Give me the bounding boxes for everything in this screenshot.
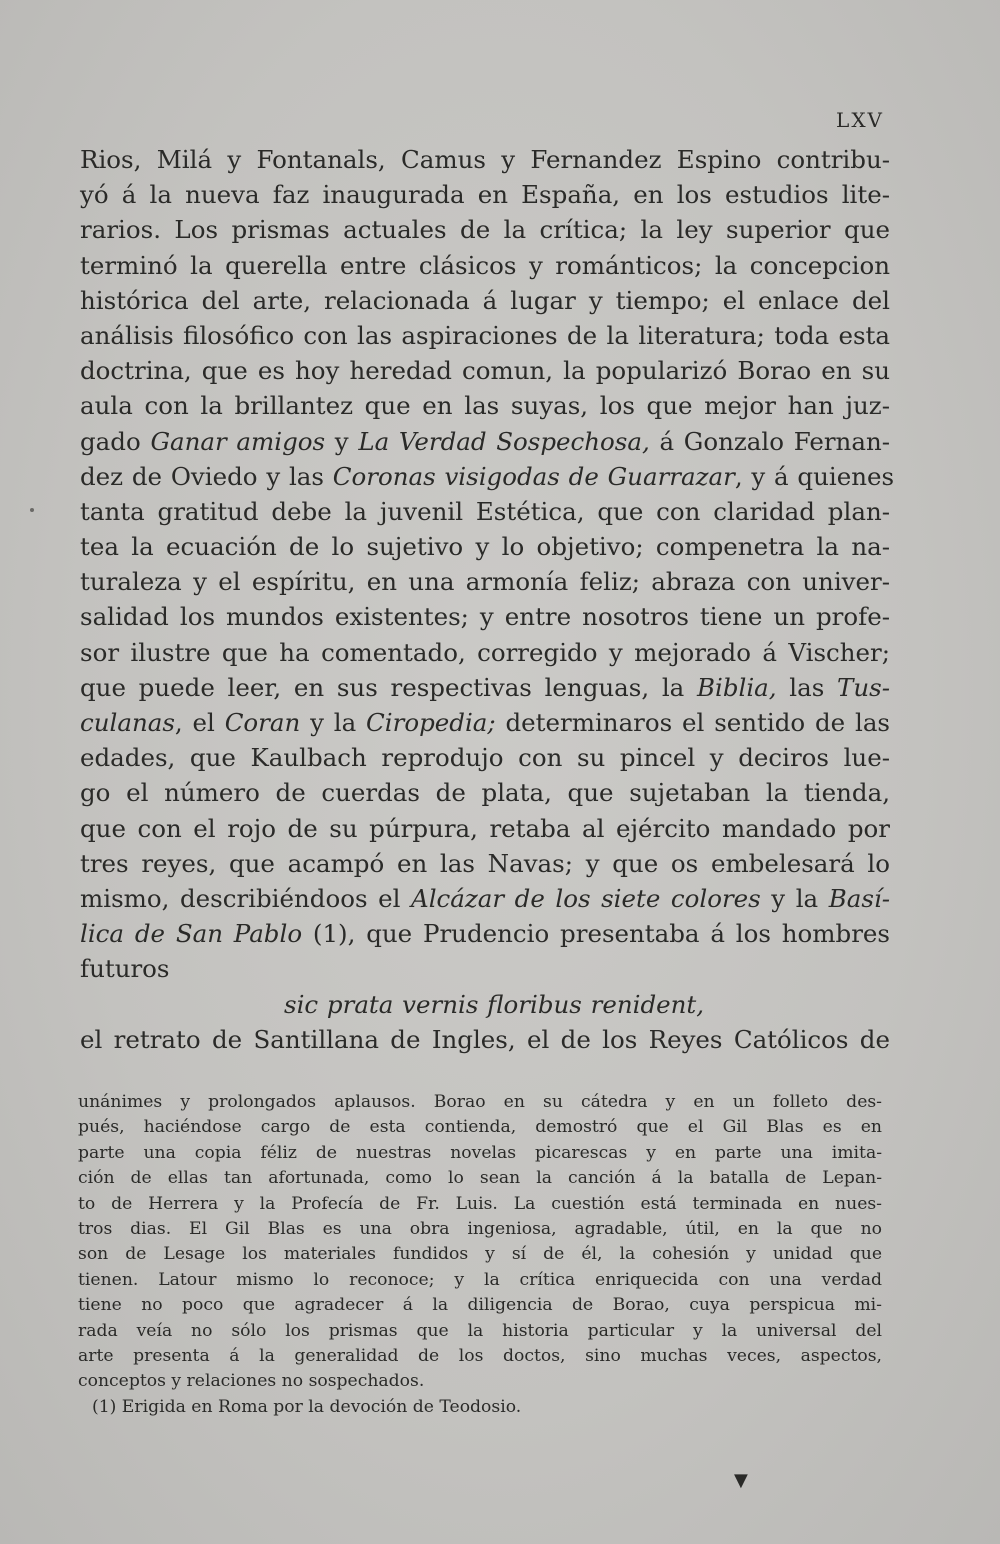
title-italic: Ganar amigos xyxy=(150,426,326,456)
main-line: futuros xyxy=(80,954,170,984)
footnote-line: to de Herrera y la Profecía de Fr. Luis. La cuestión está terminada en nues- xyxy=(78,1193,882,1214)
footnote-line: parte una copia féliz de nuestras novelas picarescas y en parte una imita- xyxy=(78,1142,882,1163)
title-italic: Basí- xyxy=(828,883,891,913)
main-line: que puede leer, en sus respectivas lenguas, la Biblia, las Tus- xyxy=(80,672,890,702)
latin-verse: sic prata vernis floribus renident, xyxy=(284,989,705,1019)
footnote-line: rada veía no sólo los prismas que la historia particular y la universal del xyxy=(78,1320,882,1341)
title-italic: Ciropedia; xyxy=(366,708,496,737)
main-line: rarios. Los prismas actuales de la crítica; la ley superior que xyxy=(80,215,890,245)
title-italic: culanas xyxy=(80,708,175,737)
main-line: doctrina, que es hoy heredad comun, la popularizó Borao en su xyxy=(80,356,890,386)
main-line: análisis filosófico con las aspiraciones de la literatura; toda esta xyxy=(80,320,890,350)
main-line: que con el rojo de su púrpura, retaba al ejército mandado por xyxy=(80,813,890,843)
main-line: lica de San Pablo (1), que Prudencio presentaba á los hombres xyxy=(80,919,890,949)
main-line: gado Ganar amigos y La Verdad Sospechosa, á Gonzalo Fernan- xyxy=(80,426,891,456)
title-italic: Coronas visigodas de Guarrazar xyxy=(332,461,735,491)
main-line: yó á la nueva faz inaugurada en España, en los estudios lite- xyxy=(80,180,890,210)
main-text xyxy=(80,142,895,1057)
main-line: edades, que Kaulbach reprodujo con su pincel y deciros lue- xyxy=(80,743,890,773)
footnote-line: conceptos y relaciones no sospechados. xyxy=(78,1371,425,1392)
footnote-line: tiene no poco que agradecer á la diligencia de Borao, cuya perspicua mi- xyxy=(78,1295,882,1316)
title-italic: Coran xyxy=(224,708,301,737)
title-italic: La Verdad Sospechosa, xyxy=(358,426,650,456)
footnote-line: tros dias. El Gil Blas es una obra ingeniosa, agradable, útil, en la que no xyxy=(78,1218,882,1239)
footnote-line: tienen. Latour mismo lo reconoce; y la crítica enriquecida con una verdad xyxy=(78,1269,882,1290)
main-line: aula con la brillantez que en las suyas, los que mejor han juz- xyxy=(80,391,890,421)
main-line: tres reyes, que acampó en las Navas; y que os embelesará lo xyxy=(80,848,890,878)
main-line: histórica del arte, relacionada á lugar y tiempo; el enlace del xyxy=(80,285,890,315)
footnote-1: (1) Erigida en Roma por la devoción de Teodosio. xyxy=(92,1396,522,1417)
signature-mark: ▼ xyxy=(734,1470,748,1491)
title-italic: lica de San Pablo xyxy=(80,919,303,949)
footnote-line: son de Lesage los materiales fundidos y sí de él, la cohesión y unidad que xyxy=(78,1244,882,1265)
footnotes xyxy=(78,1090,882,1420)
main-line: salidad los mundos existentes; y entre nosotros tiene un profe- xyxy=(80,602,890,632)
main-line: mismo, describiéndoos el Alcázar de los siete colores y la Basí- xyxy=(80,883,891,913)
main-line: dez de Oviedo y las Coronas visigodas de Guarrazar, y á quienes xyxy=(80,461,895,491)
margin-mark xyxy=(30,508,34,512)
page-number: LXV xyxy=(836,108,884,132)
title-italic: Tus- xyxy=(837,672,890,702)
footnote-line: pués, haciéndose cargo de esta contienda, demostró que el Gil Blas es en xyxy=(78,1117,882,1138)
main-line: culanas, el Coran y la Ciropedia; determinaros el sentido de las xyxy=(80,708,891,737)
footnote-line: ción de ellas tan afortunada, como lo sean la canción á la batalla de Lepan- xyxy=(78,1168,882,1189)
main-line: tanta gratitud debe la juvenil Estética, que con claridad plan- xyxy=(80,496,890,526)
main-line: sor ilustre que ha comentado, corregido y mejorado á Vischer; xyxy=(80,637,890,667)
closing-line: el retrato de Santillana de Ingles, el de los Reyes Católicos de xyxy=(80,1024,890,1054)
main-line: go el número de cuerdas de plata, que sujetaban la tienda, xyxy=(80,778,890,808)
title-italic: Alcázar de los siete colores xyxy=(411,883,761,913)
main-line: turaleza y el espíritu, en una armonía feliz; abraza con univer- xyxy=(80,567,890,597)
footnote-line: unánimes y prolongados aplausos. Borao en su cátedra y en un folleto des- xyxy=(78,1092,882,1112)
main-line: terminó la querella entre clásicos y románticos; la concepcion xyxy=(80,250,890,280)
footnote-line: arte presenta á la generalidad de los doctos, sino muchas veces, aspectos, xyxy=(78,1345,882,1366)
title-italic: Biblia, xyxy=(696,672,777,702)
main-line: Rios, Milá y Fontanals, Camus y Fernandez Espino contribu- xyxy=(80,145,890,174)
main-line: tea la ecuación de lo sujetivo y lo objetivo; compenetra la na- xyxy=(80,532,890,562)
